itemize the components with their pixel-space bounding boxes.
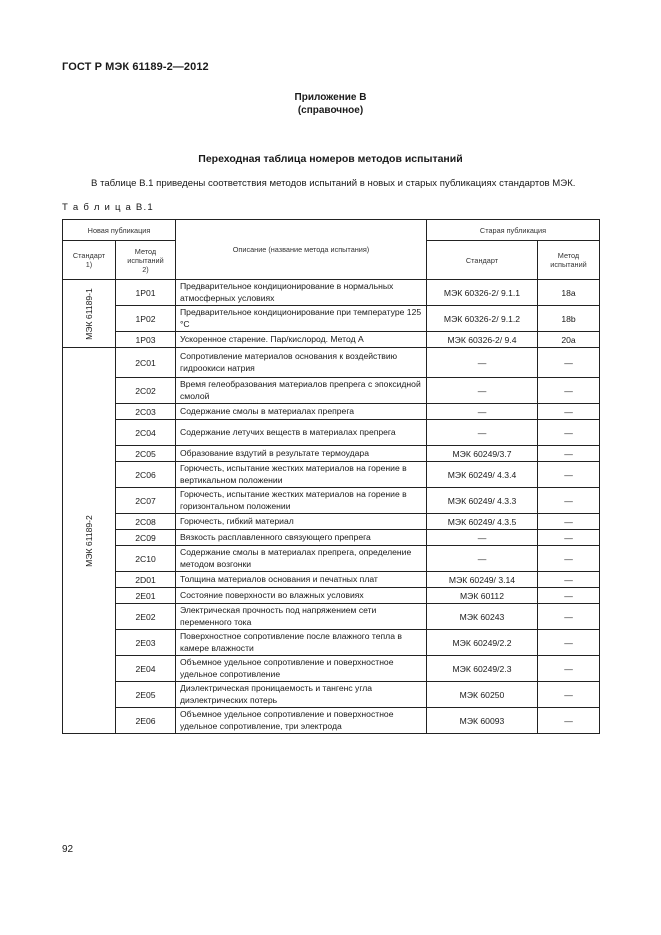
group-standard-cell [63,348,116,734]
table-row [63,462,600,488]
old-method: — [538,572,600,588]
method-description: Время гелеобразования материалов препрега с эпоксидной смолой [176,378,427,404]
method-code: 2E02 [116,604,176,630]
method-description: Вязкость расплавленного связующего препрега [176,530,427,546]
method-description: Содержание смолы в материалах препрега [176,404,427,420]
group-standard-label: МЭК 61189-1 [84,287,94,340]
old-method: — [538,514,600,530]
method-description: Диэлектрическая проницаемость и тангенс угла диэлектрических потерь [176,682,427,708]
old-standard: МЭК 60249/2.3 [427,656,538,682]
old-standard: МЭК 60243 [427,604,538,630]
header-standard-label: Стандарт [72,251,106,260]
header-method [116,241,176,280]
method-code: 2C08 [116,514,176,530]
method-description: Объемное удельное сопротивление и поверхностное удельное сопротивление [176,656,427,682]
method-description: Поверхностное сопротивление после влажного тепла в камере влажности [176,630,427,656]
method-description: Предварительное кондиционирование в нормальных атмосферных условиях [176,280,427,306]
old-standard: МЭК 60093 [427,708,538,734]
method-transition-table [62,219,600,734]
method-code: 2D01 [116,572,176,588]
document-header: ГОСТ Р МЭК 61189-2—2012 [62,61,209,73]
header-description: Описание (название метода испытания) [176,220,427,280]
header-old-method: Метод испытаний [538,241,600,280]
appendix-note: (справочное) [297,105,364,116]
table-row [63,630,600,656]
old-standard: МЭК 60249/3.7 [427,446,538,462]
table-row [63,378,600,404]
table-row [63,488,600,514]
old-standard: — [427,404,538,420]
method-code: 2C01 [116,348,176,378]
method-code: 1P02 [116,306,176,332]
old-method: — [538,530,600,546]
method-description: Содержание летучих веществ в материалах препрега [176,420,427,446]
old-standard: — [427,420,538,446]
method-description: Состояние поверхности во влажных условиях [176,588,427,604]
header-standard-note: 1) [85,260,93,269]
header-method-label: Метод испытаний [127,246,164,265]
method-description: Горючесть, испытание жестких материалов на горение в горизонтальном положении [176,488,427,514]
old-standard: — [427,546,538,572]
old-standard: МЭК 60249/ 4.3.4 [427,462,538,488]
method-code: 2E01 [116,588,176,604]
old-method: 18b [538,306,600,332]
header-standard [63,241,116,280]
method-description: Горючесть, гибкий материал [176,514,427,530]
method-description: Толщина материалов основания и печатных плат [176,572,427,588]
old-standard: МЭК 60250 [427,682,538,708]
method-code: 2C04 [116,420,176,446]
group-standard-cell [63,280,116,348]
method-code: 2E04 [116,656,176,682]
old-method: 20a [538,332,600,348]
method-code: 2E05 [116,682,176,708]
header-method-note: 2) [142,264,149,274]
method-code: 2E06 [116,708,176,734]
method-code: 1P01 [116,280,176,306]
table-row [63,682,600,708]
method-description: Горючесть, испытание жестких материалов на горение в вертикальном положении [176,462,427,488]
old-standard: МЭК 60249/2.2 [427,630,538,656]
old-method: — [538,462,600,488]
table-row [63,420,600,446]
table-row [63,348,600,378]
table-row [63,588,600,604]
table-row [63,604,600,630]
header-new-publication: Новая публикация [63,220,176,241]
method-code: 2C06 [116,462,176,488]
old-method: — [538,404,600,420]
table-body [63,280,600,734]
intro-paragraph: В таблице В.1 приведены соответствия методов испытаний в новых и старых публикациях стандартов МЭК. [91,178,576,189]
old-standard: МЭК 60326-2/ 9.4 [427,332,538,348]
table-row [63,708,600,734]
method-code: 2C10 [116,546,176,572]
old-method: 18a [538,280,600,306]
old-standard: МЭК 60326-2/ 9.1.2 [427,306,538,332]
method-code: 2C09 [116,530,176,546]
table-label: Т а б л и ц а В.1 [62,202,154,213]
old-method: — [538,656,600,682]
table-row [63,446,600,462]
old-method: — [538,420,600,446]
method-code: 2C05 [116,446,176,462]
old-method: — [538,546,600,572]
old-method: — [538,348,600,378]
table-row [63,514,600,530]
page-number: 92 [62,844,74,855]
table-row [63,404,600,420]
header-old-publication: Старая публикация [427,220,600,241]
table-row [63,572,600,588]
method-code: 2C03 [116,404,176,420]
table-row [63,530,600,546]
old-method: — [538,446,600,462]
table-row [63,656,600,682]
method-description: Содержание смолы в материалах препрега, определение методом возгонки [176,546,427,572]
method-description: Сопротивление материалов основания к воздействию гидроокиси натрия [176,348,427,378]
method-code: 2E03 [116,630,176,656]
table-row [63,546,600,572]
group-standard-label: МЭК 61189-2 [84,514,94,567]
method-description: Образование вздутий в результате термоудара [176,446,427,462]
old-method: — [538,378,600,404]
old-method: — [538,588,600,604]
header-old-standard: Стандарт [427,241,538,280]
old-method: — [538,682,600,708]
old-standard: — [427,530,538,546]
old-method: — [538,708,600,734]
old-standard: МЭК 60326-2/ 9.1.1 [427,280,538,306]
old-standard: МЭК 60249/ 3.14 [427,572,538,588]
method-description: Ускоренное старение. Пар/кислород. Метод А [176,332,427,348]
old-method: — [538,604,600,630]
method-code: 1P03 [116,332,176,348]
method-description: Электрическая прочность под напряжением сети переменного тока [176,604,427,630]
appendix-heading [0,91,661,117]
old-standard: МЭК 60112 [427,588,538,604]
section-title: Переходная таблица номеров методов испытаний [198,153,463,165]
table-row [63,280,600,306]
old-standard: — [427,348,538,378]
method-code: 2C02 [116,378,176,404]
table-row [63,306,600,332]
method-description: Предварительное кондиционирование при температуре 125 °С [176,306,427,332]
old-standard: МЭК 60249/ 4.3.5 [427,514,538,530]
appendix-title: Приложение В [294,92,367,103]
table-row [63,332,600,348]
old-method: — [538,630,600,656]
old-method: — [538,488,600,514]
header-row-1 [63,220,600,241]
method-description: Объемное удельное сопротивление и поверхностное удельное сопротивление, три электрода [176,708,427,734]
method-code: 2C07 [116,488,176,514]
old-standard: МЭК 60249/ 4.3.3 [427,488,538,514]
old-standard: — [427,378,538,404]
